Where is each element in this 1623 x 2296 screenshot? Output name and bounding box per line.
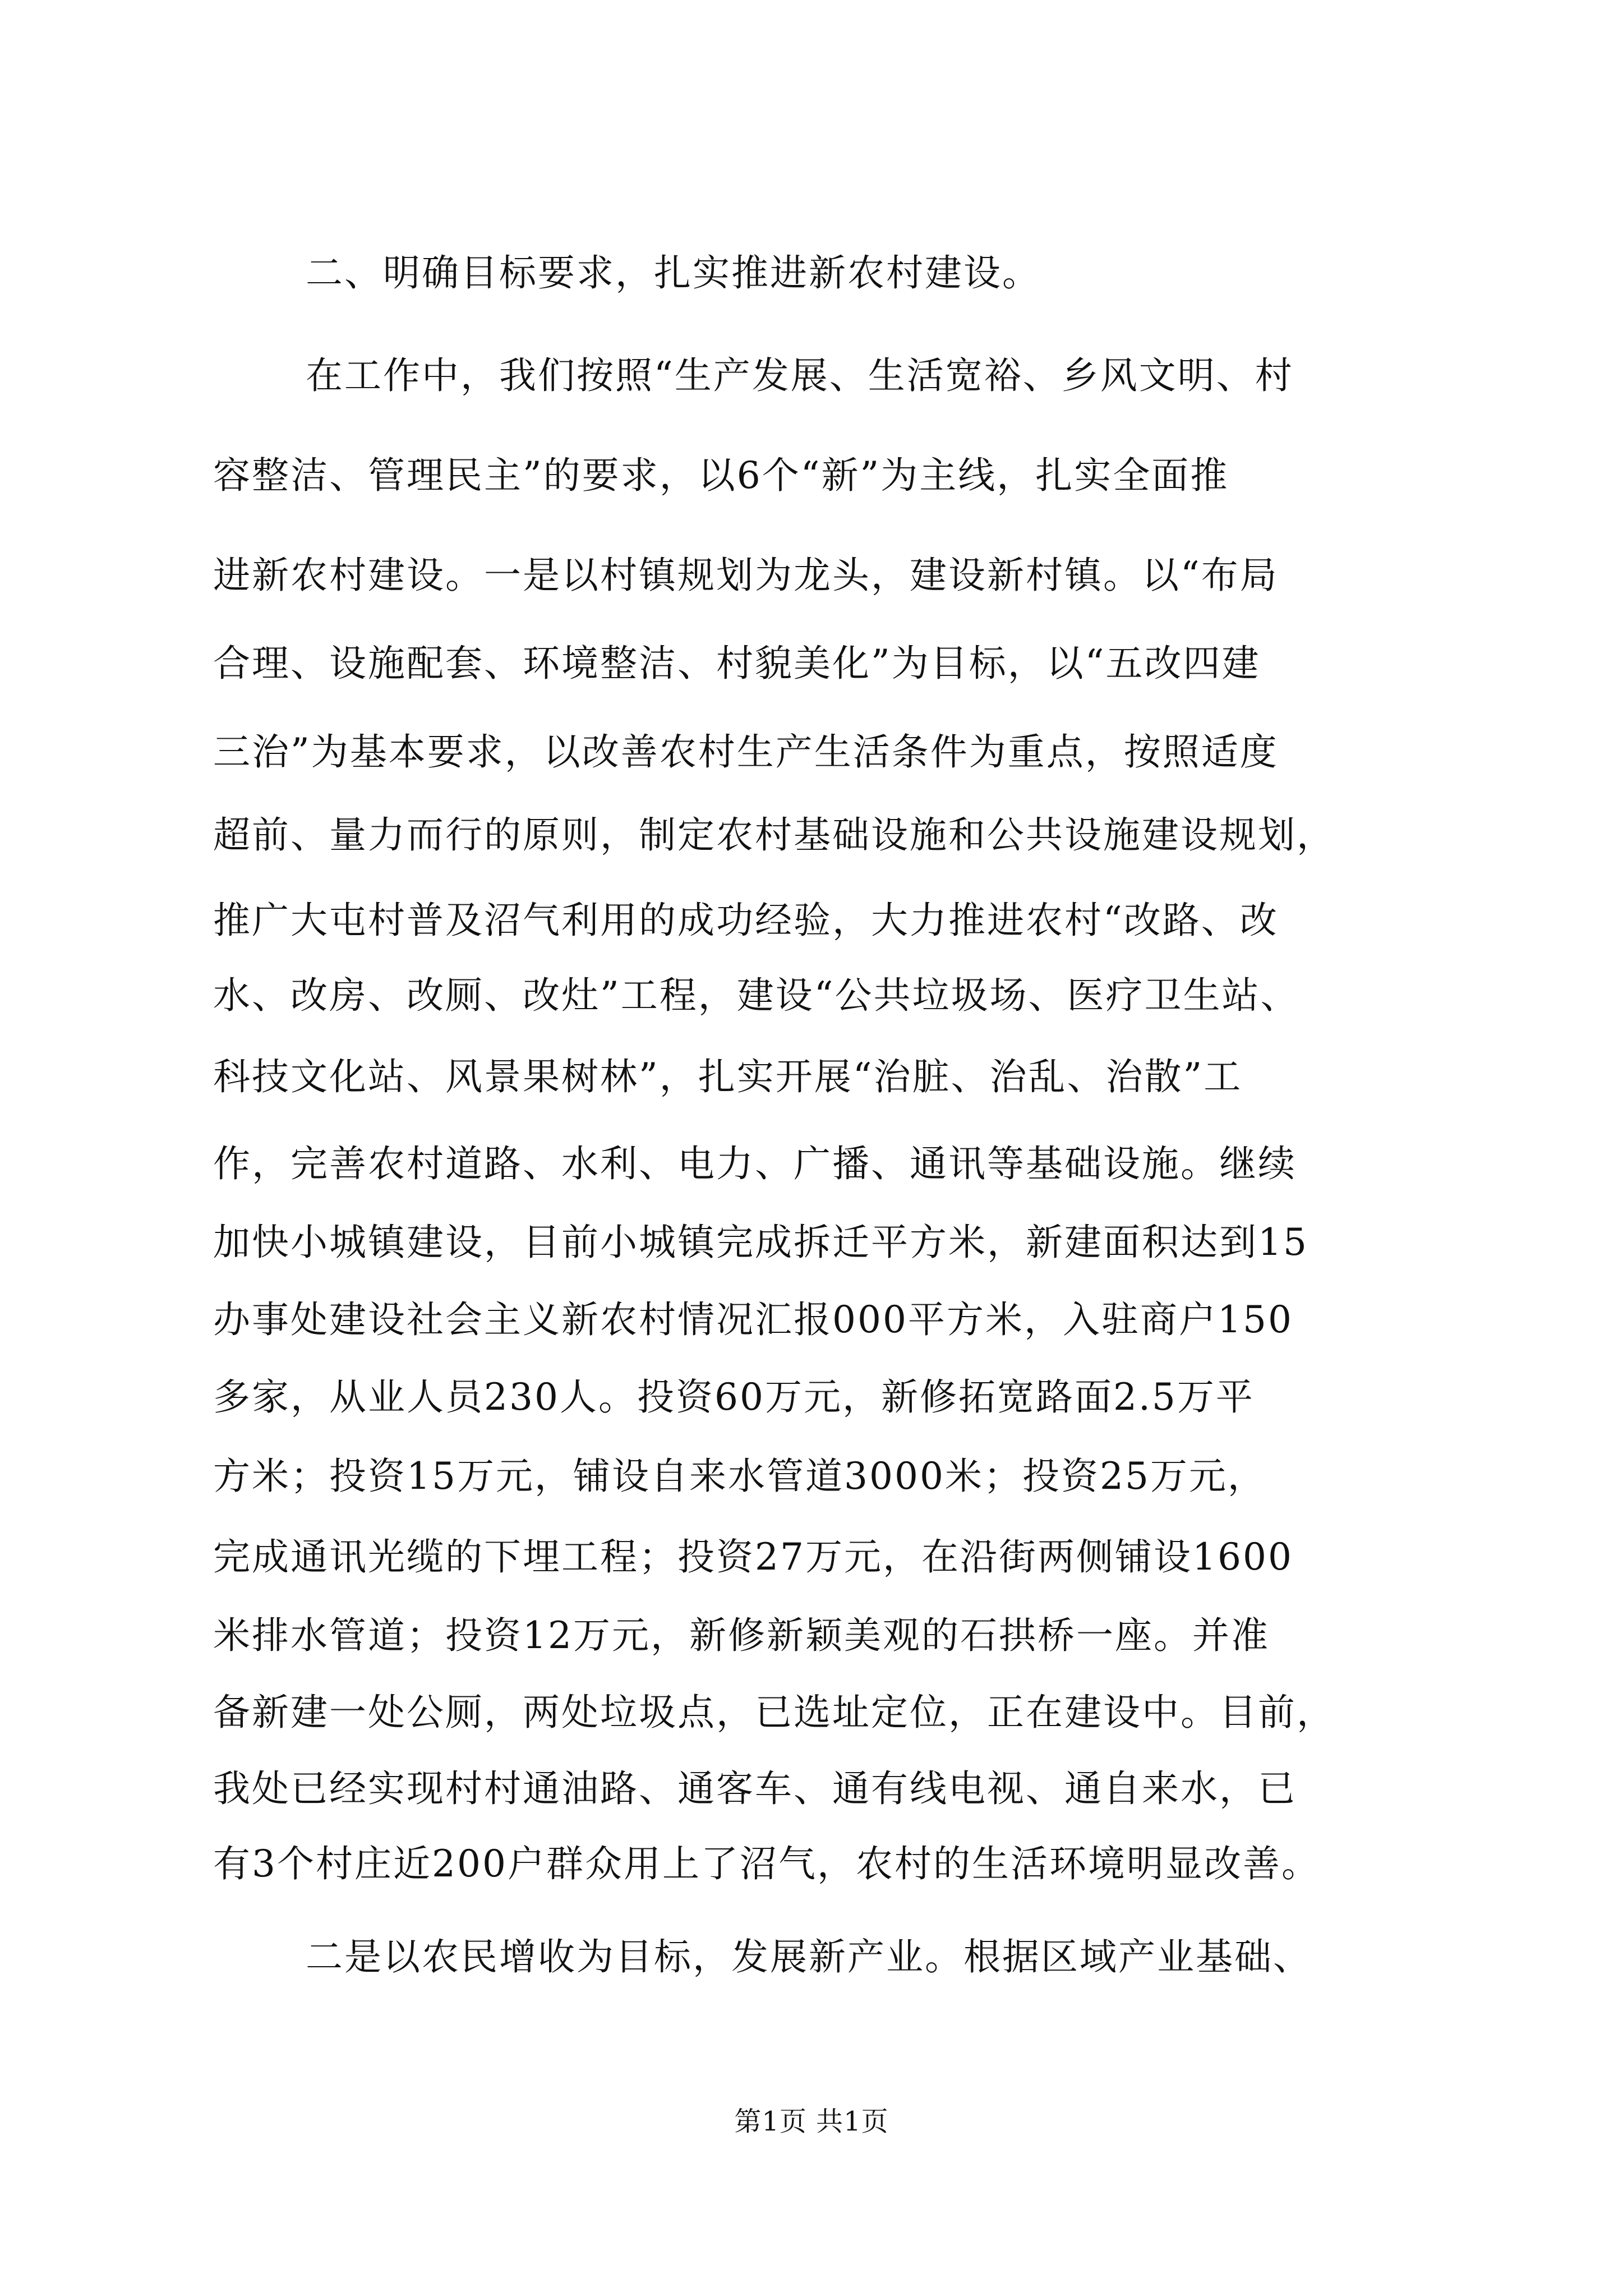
text-line: 容整洁、管理民主”的要求，以6个“新”为主线，扎实全面推 — [213, 454, 1229, 497]
page-footer: 第1页 共1页 — [734, 2106, 889, 2137]
text-line: 在工作中，我们按照“生产发展、生活宽裕、乡风文明、村 — [306, 354, 1294, 397]
text-line: 加快小城镇建设，目前小城镇完成拆迁平方米，新建面积达到15 — [213, 1221, 1308, 1264]
text-line: 方米；投资15万元，铺设自来水管道3000米；投资25万元， — [213, 1455, 1266, 1498]
text-line: 科技文化站、风景果树林”，扎实开展“治脏、治乱、治散”工 — [213, 1055, 1243, 1098]
text-line: 合理、设施配套、环境整洁、村貌美化”为目标，以“五改四建 — [213, 642, 1261, 685]
text-line: 我处已经实现村村通油路、通客车、通有线电视、通自来水，已 — [213, 1767, 1297, 1810]
text-line: 作，完善农村道路、水利、电力、广播、通讯等基础设施。继续 — [213, 1142, 1297, 1185]
text-line: 二是以农民增收为目标，发展新产业。根据区域产业基础、 — [306, 1935, 1312, 1978]
text-line: 有3个村庄近200户群众用上了沼气，农村的生活环境明显改善。 — [213, 1842, 1320, 1885]
text-line: 米排水管道；投资12万元，新修新颖美观的石拱桥一座。并准 — [213, 1614, 1270, 1657]
text-line: 推广大屯村普及沼气利用的成功经验，大力推进农村“改路、改 — [213, 899, 1279, 942]
text-line: 超前、量力而行的原则，制定农村基础设施和公共设施建设规划， — [213, 813, 1335, 857]
text-line: 完成通讯光缆的下埋工程；投资27万元，在沿街两侧铺设1600 — [213, 1535, 1293, 1579]
text-line: 多家，从业人员230人。投资60万元，新修拓宽路面2.5万平 — [213, 1375, 1255, 1419]
text-line: 水、改房、改厕、改灶”工程，建设“公共垃圾场、医疗卫生站、 — [213, 974, 1299, 1017]
text-line: 二、明确目标要求，扎实推进新农村建设。 — [306, 251, 1041, 295]
text-line: 办事处建设社会主义新农村情况汇报000平方米，入驻商户150 — [213, 1298, 1293, 1341]
text-line: 备新建一处公厕，两处垃圾点，已选址定位，正在建设中。目前， — [213, 1691, 1335, 1734]
text-line: 进新农村建设。一是以村镇规划为龙头，建设新村镇。以“布局 — [213, 554, 1279, 597]
text-line: 三治”为基本要求，以改善农村生产生活条件为重点，按照适度 — [213, 730, 1279, 774]
